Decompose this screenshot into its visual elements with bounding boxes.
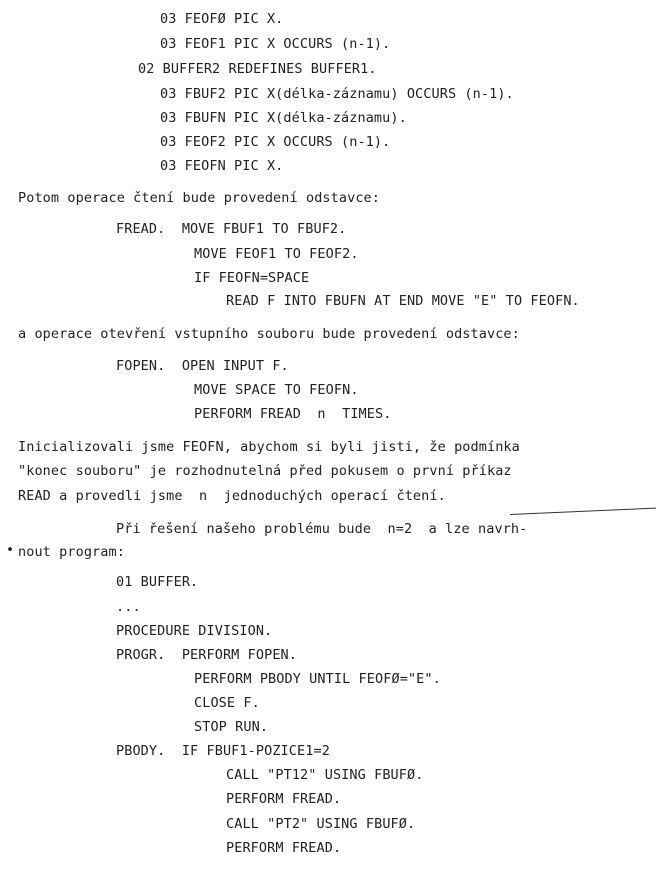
code-line-feof0: 03 FEOFØ PIC X. [160,11,284,27]
code-line-feof2: 03 FEOF2 PIC X OCCURS (n-1). [160,134,391,150]
code-line-perform-n: PERFORM FREAD n TIMES. [194,406,392,422]
code-line-fopen: FOPEN. OPEN INPUT F. [116,358,289,374]
paragraph-read-intro: Potom operace čtení bude provedení odstavce: [18,190,381,206]
code-line-if-feofn: IF FEOFN=SPACE [194,270,310,286]
code-line-procedure: PROCEDURE DIVISION. [116,623,273,639]
code-line-ellipsis: ... [116,599,141,615]
code-line-perform-pbody: PERFORM PBODY UNTIL FEOFØ="E". [194,671,441,687]
paragraph-solution-1: Při řešení našeho problému bude n=2 a lze navrh- [116,521,528,537]
paragraph-open-intro: a operace otevření vstupního souboru bude provedení odstavce: [18,326,520,342]
code-line-move-feof: MOVE FEOF1 TO FEOF2. [194,246,359,262]
code-line-perform-fread-2: PERFORM FREAD. [226,840,342,856]
paragraph-init-1: Inicializovali jsme FEOFN, abychom si byli jisti, že podmínka [18,439,520,455]
code-line-fread: FREAD. MOVE FBUF1 TO FBUF2. [116,221,347,237]
code-line-stop-run: STOP RUN. [194,719,269,735]
code-line-call-pt12: CALL "PT12" USING FBUFØ. [226,767,424,783]
margin-mark: • [6,542,15,558]
code-line-close: CLOSE F. [194,695,260,711]
code-line-01-buffer: 01 BUFFER. [116,574,199,590]
code-line-perform-fread-1: PERFORM FREAD. [226,791,342,807]
code-line-move-space: MOVE SPACE TO FEOFN. [194,382,359,398]
pen-stroke [510,508,656,515]
paragraph-init-2: "konec souboru" je rozhodnutelná před pokusem o první příkaz [18,463,512,479]
code-line-fbuf2: 03 FBUF2 PIC X(délka-záznamu) OCCURS (n-1). [160,86,514,102]
code-line-progr: PROGR. PERFORM FOPEN. [116,647,298,663]
code-line-feofn: 03 FEOFN PIC X. [160,158,284,174]
code-line-pbody: PBODY. IF FBUF1-POZICE1=2 [116,743,330,759]
code-line-feof1: 03 FEOF1 PIC X OCCURS (n-1). [160,36,391,52]
code-line-buffer2: 02 BUFFER2 REDEFINES BUFFER1. [138,61,377,77]
paragraph-solution-2: nout program: [18,544,125,560]
code-line-call-pt2: CALL "PT2" USING FBUFØ. [226,816,416,832]
code-line-read-f: READ F INTO FBUFN AT END MOVE "E" TO FEOFN. [226,293,580,309]
paragraph-init-3: READ a provedli jsme n jednoduchých operací čtení. [18,488,446,504]
code-line-fbufn: 03 FBUFN PIC X(délka-záznamu). [160,110,407,126]
